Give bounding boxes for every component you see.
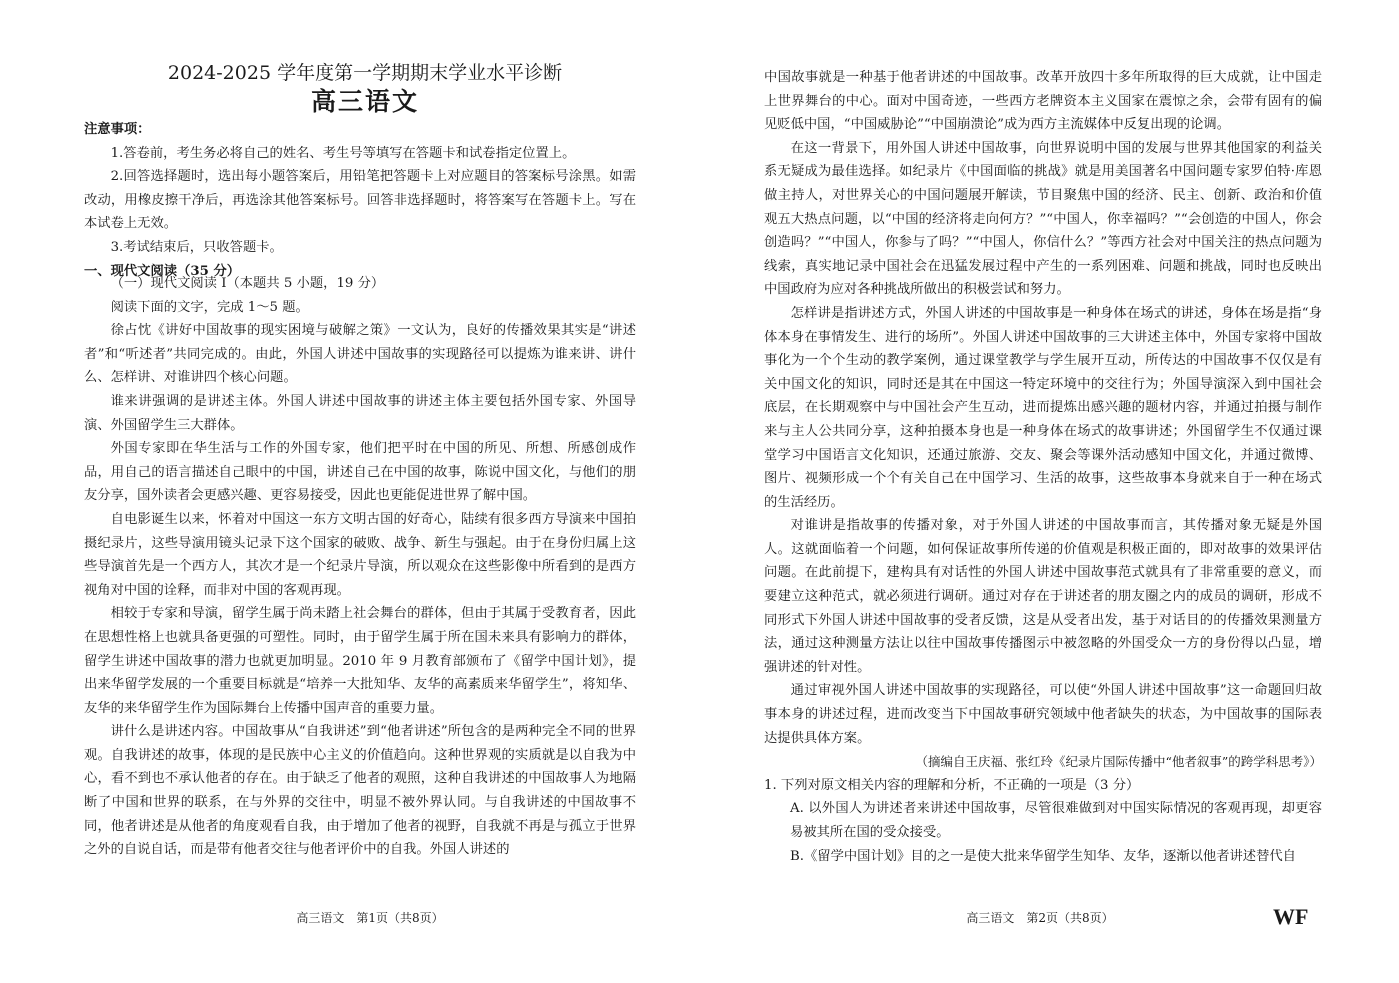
notice-heading: 注意事项：	[84, 122, 151, 137]
notice-item: 3.考试结束后，只收答题卡。	[110, 239, 283, 255]
notice-item: 1.答卷前，考生务必将自己的姓名、考生号等填写在答题卡和试卷指定位置上。	[110, 145, 576, 161]
passage-paragraph: 对谁讲是指故事的传播对象，对于外国人讲述的中国故事而言，其传播对象无疑是外国人。这就面临着一个问题，如何保证故事所传递的价值观是积极正面的，即对故事的效果评估问题。在此前提下，建构具有对话性的外国人讲述中国故事范式就具有了非常重要的意义，而要建立这种范式，就必须进行调研。通过对存在于讲述者的朋友圈之内的成员的调研，形成不同形式下外国人讲述中国故事的受者反馈，这是从受者出发，基于对话目的的传播效果测量方法，通过这种测量方法让以往中国故事传播图示中被忽略的外国受众一方的身份得以凸显，增强讲述的针对性。	[764, 518, 1322, 675]
passage-paragraph: 通过审视外国人讲述中国故事的实现路径，可以使“外国人讲述中国故事”这一命题回归故事本身的讲述过程，进而改变当下中国故事研究领域中他者缺失的状态，为中国故事的国际表达提供具体方案。	[764, 683, 1322, 746]
passage-source: （摘编自王庆福、张红玲《纪录片国际传播中“他者叙事”的跨学科思考》）	[915, 754, 1322, 770]
passage-paragraph: 外国专家即在华生活与工作的外国专家，他们把平时在中国的所见、所想、所感创成作品，用自己的语言描述自己眼中的中国，讲述自己在中国的故事，陈说中国文化，与他们的朋友分享，国外读者会更感兴趣、更容易接受，因此也更能促进世界了解中国。	[84, 441, 636, 504]
passage-paragraph: 讲什么是讲述内容。中国故事从“自我讲述”到“他者讲述”所包含的是两种完全不同的世界观。自我讲述的故事，体现的是民族中心主义的价值趋向。这种世界观的实质就是以自我为中心，看不到也不承认他者的存在。由于缺乏了他者的观照，这种自我讲述的中国故事人为地隔断了中国和世界的联系，在与外界的交往中，明显不被外界认同。与自我讲述的中国故事不同，他者讲述是从他者的角度观看自我，由于增加了他者的视野，自我就不再是与孤立于世界之外的自说自话，而是带有他者交往与他者评价中的自我。外国人讲述的	[84, 724, 636, 858]
passage-paragraph: 徐占忱《讲好中国故事的现实困境与破解之策》一文认为，良好的传播效果其实是“讲述者”和“听述者”共同完成的。由此，外国人讲述中国故事的实现路径可以提炼为谁来讲、讲什么、怎样讲、对谁讲四个核心问题。	[84, 323, 636, 386]
section-heading: 一、现代文阅读（35 分）	[84, 263, 241, 279]
corner-mark: WF	[1273, 904, 1309, 929]
subsection-heading: （一）现代文阅读 Ⅰ（本题共 5 小题，19 分）	[110, 276, 385, 291]
passage-paragraph: 谁来讲强调的是讲述主体。外国人讲述中国故事的讲述主体主要包括外国专家、外国导演、外国留学生三大群体。	[84, 393, 636, 433]
reading-passage-part1	[84, 272, 636, 862]
reading-passage-part2	[764, 66, 1322, 868]
page-footer: 高三语文 第1页（共8页）	[296, 911, 444, 925]
passage-paragraph: 怎样讲是指讲述方式，外国人讲述的中国故事是一种身体在场式的讲述，身体在场是指“身体本身在事情发生、进行的场所”。外国人讲述中国故事的三大讲述主体中，外国专家将中国故事化为一个个生动的教学案例，通过课堂教学与学生展开互动，所传达的中国故事不仅仅是有关中国文化的知识，同时还是其在中国这一特定环境中的交往行为；外国导演深入到中国社会底层，在长期观察中与中国社会产生互动，进而提炼出感兴趣的题材内容，并通过拍摄与制作来与主人公共同分享，这种拍摄本身也是一种身体在场式的故事讲述；外国留学生不仅通过课堂学习中国语言文化知识，还通过旅游、交友、聚会等课外活动感知中国文化，并通过微博、图片、视频形成一个个有关自己在中国学习、生活的故事，这些故事本身就来自于一种在场式的生活经历。	[764, 305, 1322, 510]
exam-page-2	[700, 0, 1399, 983]
notice-section	[84, 118, 636, 283]
question-stem: 1. 下列对原文相关内容的理解和分析，不正确的一项是（3 分）	[764, 777, 1140, 793]
subject-title: 高三语文	[310, 87, 419, 116]
question-option-a: A. 以外国人为讲述者来讲述中国故事，尽管很难做到对中国实际情况的客观再现，却更容易被其所在国的受众接受。	[790, 801, 1322, 840]
passage-paragraph: 自电影诞生以来，怀着对中国这一东方文明古国的好奇心，陆续有很多西方导演来中国拍摄纪录片，这些导演用镜头记录下这个国家的破败、战争、新生与强起。由于在身份归属上这些导演首先是一个西方人，其次才是一个纪录片导演，所以观众在这些影像中所看到的是西方视角对中国的诠释，而非对中国的客观再现。	[84, 511, 636, 598]
instruction-text: 阅读下面的文字，完成 1～5 题。	[110, 299, 309, 315]
passage-paragraph: 相较于专家和导演，留学生属于尚未踏上社会舞台的群体，但由于其属于受教育者，因此在思想性格上也就具备更强的可塑性。同时，由于留学生属于所在国未来具有影响力的群体，留学生讲述中国故事的潜力也就更加明显。2010 年 9 月教育部颁布了《留学中国计划》，提出来华留学发展的一个重要目标就是“培养一大批知华、友华的高素质来华留学生”，将知华、友华的来华留学生作为国际舞台上传播中国声音的重要力量。	[84, 606, 636, 716]
exam-title: 2024-2025 学年度第一学期期末学业水平诊断	[167, 62, 563, 84]
passage-paragraph: 中国故事就是一种基于他者讲述的中国故事。改革开放四十多年所取得的巨大成就，让中国走上世界舞台的中心。面对中国奇迹，一些西方老牌资本主义国家在震惊之余，会带有固有的偏见贬低中国，“中国威胁论”“中国崩溃论”成为西方主流媒体中反复出现的论调。	[764, 70, 1322, 133]
question-option-b: B.《留学中国计划》目的之一是使大批来华留学生知华、友华，逐渐以他者讲述替代自	[790, 848, 1296, 864]
page-footer: 高三语文 第2页（共8页）	[966, 911, 1114, 925]
passage-paragraph: 在这一背景下，用外国人讲述中国故事，向世界说明中国的发展与世界其他国家的利益关系无疑成为最佳选择。如纪录片《中国面临的挑战》就是用美国著名中国问题专家罗伯特·库恩做主持人，对世界关心的中国问题展开解读，节目聚焦中国的经济、民主、创新、政治和价值观五大热点问题，以“中国的经济将走向何方？”“中国人，你幸福吗？”“会创造的中国人，你会创造吗？”“中国人，你参与了吗？”“中国人，你信什么？”等西方社会对中国关注的热点问题为线索，真实地记录中国社会在迅猛发展过程中产生的一系列困难、问题和挑战，同时也反映出中国政府为应对各种挑战所做出的积极尝试和努力。	[764, 140, 1322, 298]
notice-item: 2.回答选择题时，选出每小题答案后，用铅笔把答题卡上对应题目的答案标号涂黑。如需改动，用橡皮擦干净后，再选涂其他答案标号。回答非选择题时，将答案写在答题卡上。写在本试卷上无效。	[84, 169, 636, 232]
